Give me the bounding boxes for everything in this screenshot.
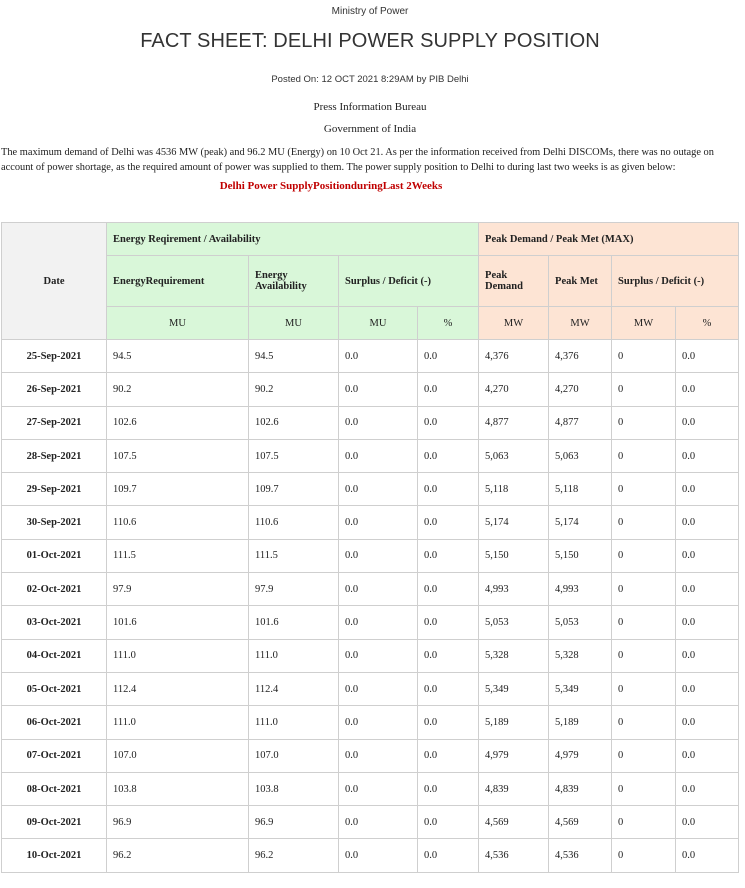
unit-header: MU	[249, 307, 339, 340]
value-cell: 111.0	[107, 639, 249, 672]
date-cell: 25-Sep-2021	[2, 340, 107, 373]
value-cell: 0	[612, 806, 676, 839]
value-cell: 0.0	[676, 706, 739, 739]
value-cell: 4,376	[549, 340, 612, 373]
table-row	[2, 706, 739, 739]
table-row	[2, 473, 739, 506]
value-cell: 111.0	[107, 706, 249, 739]
value-cell: 0.0	[676, 506, 739, 539]
value-cell: 0.0	[418, 672, 479, 705]
value-cell: 0.0	[418, 806, 479, 839]
value-cell: 97.9	[249, 573, 339, 606]
table-row	[2, 573, 739, 606]
value-cell: 0.0	[676, 439, 739, 472]
value-cell: 96.2	[249, 839, 339, 872]
table-row	[2, 506, 739, 539]
value-cell: 5,118	[549, 473, 612, 506]
value-cell: 0.0	[676, 373, 739, 406]
value-cell: 4,839	[479, 772, 549, 805]
table-body	[2, 340, 739, 873]
value-cell: 0.0	[676, 473, 739, 506]
value-cell: 5,118	[479, 473, 549, 506]
value-cell: 0.0	[418, 706, 479, 739]
value-cell: 0	[612, 706, 676, 739]
value-cell: 107.0	[107, 739, 249, 772]
value-cell: 0	[612, 573, 676, 606]
value-cell: 0.0	[339, 806, 418, 839]
unit-header: MU	[339, 307, 418, 340]
value-cell: 111.0	[249, 706, 339, 739]
table-row	[2, 340, 739, 373]
value-cell: 111.0	[249, 639, 339, 672]
value-cell: 107.5	[107, 439, 249, 472]
value-cell: 112.4	[249, 672, 339, 705]
value-cell: 4,993	[479, 573, 549, 606]
value-cell: 0.0	[339, 340, 418, 373]
value-cell: 5,189	[549, 706, 612, 739]
date-cell: 06-Oct-2021	[2, 706, 107, 739]
value-cell: 109.7	[107, 473, 249, 506]
table-row	[2, 772, 739, 805]
value-cell: 0.0	[676, 406, 739, 439]
value-cell: 0.0	[418, 772, 479, 805]
value-cell: 0.0	[339, 672, 418, 705]
posted-on: Posted On: 12 OCT 2021 8:29AM by PIB Delhi	[271, 74, 469, 85]
unit-header: %	[676, 307, 739, 340]
value-cell: 0.0	[339, 506, 418, 539]
value-cell: 0.0	[339, 406, 418, 439]
date-cell: 29-Sep-2021	[2, 473, 107, 506]
value-cell: 0.0	[676, 839, 739, 872]
energy-availability-header: Energy Availability	[249, 256, 339, 307]
date-cell: 02-Oct-2021	[2, 573, 107, 606]
value-cell: 96.9	[107, 806, 249, 839]
value-cell: 96.2	[107, 839, 249, 872]
value-cell: 111.5	[107, 539, 249, 572]
value-cell: 5,189	[479, 706, 549, 739]
value-cell: 0	[612, 506, 676, 539]
value-cell: 0.0	[339, 706, 418, 739]
table-row	[2, 839, 739, 872]
value-cell: 0.0	[676, 772, 739, 805]
value-cell: 0	[612, 739, 676, 772]
value-cell: 0	[612, 839, 676, 872]
value-cell: 0.0	[676, 573, 739, 606]
power-supply-table	[1, 222, 739, 873]
value-cell: 94.5	[107, 340, 249, 373]
date-cell: 05-Oct-2021	[2, 672, 107, 705]
bureau-name: Press Information Bureau	[313, 101, 427, 113]
value-cell: 0.0	[676, 340, 739, 373]
value-cell: 0.0	[339, 639, 418, 672]
value-cell: 4,376	[479, 340, 549, 373]
value-cell: 0.0	[339, 839, 418, 872]
page-title: FACT SHEET: DELHI POWER SUPPLY POSITION	[140, 30, 600, 52]
value-cell: 0.0	[339, 772, 418, 805]
value-cell: 109.7	[249, 473, 339, 506]
value-cell: 0.0	[339, 573, 418, 606]
value-cell: 0	[612, 373, 676, 406]
value-cell: 107.0	[249, 739, 339, 772]
value-cell: 5,349	[549, 672, 612, 705]
date-cell: 03-Oct-2021	[2, 606, 107, 639]
date-cell: 28-Sep-2021	[2, 439, 107, 472]
table-row	[2, 539, 739, 572]
value-cell: 0.0	[676, 539, 739, 572]
unit-header: %	[418, 307, 479, 340]
value-cell: 0.0	[676, 606, 739, 639]
value-cell: 5,150	[549, 539, 612, 572]
value-cell: 0.0	[339, 539, 418, 572]
ministry-name: Ministry of Power	[331, 6, 409, 17]
date-cell: 30-Sep-2021	[2, 506, 107, 539]
value-cell: 101.6	[249, 606, 339, 639]
value-cell: 90.2	[107, 373, 249, 406]
date-cell: 01-Oct-2021	[2, 539, 107, 572]
value-cell: 5,053	[549, 606, 612, 639]
value-cell: 5,328	[479, 639, 549, 672]
value-cell: 0.0	[676, 639, 739, 672]
date-cell: 27-Sep-2021	[2, 406, 107, 439]
value-cell: 4,839	[549, 772, 612, 805]
value-cell: 5,063	[549, 439, 612, 472]
value-cell: 4,877	[549, 406, 612, 439]
government-name: Government of India	[323, 123, 417, 135]
date-header: Date	[2, 223, 107, 340]
value-cell: 0	[612, 340, 676, 373]
peak-group-header: Peak Demand / Peak Met (MAX)	[479, 223, 739, 256]
value-cell: 4,993	[549, 573, 612, 606]
unit-header: MU	[107, 307, 249, 340]
table-title: Delhi Power SupplyPositionduringLast 2Weeks	[219, 180, 443, 192]
table-row	[2, 672, 739, 705]
value-cell: 0.0	[418, 406, 479, 439]
date-cell: 26-Sep-2021	[2, 373, 107, 406]
value-cell: 0.0	[418, 606, 479, 639]
value-cell: 103.8	[107, 772, 249, 805]
value-cell: 0.0	[339, 439, 418, 472]
value-cell: 111.5	[249, 539, 339, 572]
value-cell: 4,569	[479, 806, 549, 839]
value-cell: 5,349	[479, 672, 549, 705]
value-cell: 0	[612, 473, 676, 506]
value-cell: 90.2	[249, 373, 339, 406]
table-row	[2, 739, 739, 772]
energy-requirement-header: EnergyRequirement	[107, 256, 249, 307]
table-row	[2, 639, 739, 672]
value-cell: 4,536	[479, 839, 549, 872]
value-cell: 5,174	[549, 506, 612, 539]
value-cell: 0	[612, 606, 676, 639]
summary-paragraph: The maximum demand of Delhi was 4536 MW (peak) and 96.2 MU (Energy) on 10 Oct 21. As per the information received from Delhi DISCOMs, there was no outage on account of power shortage, as the required amount of power was supplied to them. The power supply position to Delhi to during last two weeks is as given below:	[1, 147, 714, 173]
value-cell: 0.0	[418, 573, 479, 606]
value-cell: 0.0	[339, 606, 418, 639]
date-cell: 10-Oct-2021	[2, 839, 107, 872]
unit-header: MW	[612, 307, 676, 340]
value-cell: 4,877	[479, 406, 549, 439]
value-cell: 0	[612, 439, 676, 472]
unit-header: MW	[479, 307, 549, 340]
value-cell: 4,569	[549, 806, 612, 839]
value-cell: 0.0	[339, 473, 418, 506]
date-cell: 09-Oct-2021	[2, 806, 107, 839]
value-cell: 103.8	[249, 772, 339, 805]
value-cell: 0.0	[418, 506, 479, 539]
peak-met-header: Peak Met	[549, 256, 612, 307]
value-cell: 0.0	[339, 739, 418, 772]
value-cell: 5,150	[479, 539, 549, 572]
value-cell: 0	[612, 406, 676, 439]
table-row	[2, 373, 739, 406]
value-cell: 0	[612, 672, 676, 705]
value-cell: 0.0	[418, 739, 479, 772]
value-cell: 107.5	[249, 439, 339, 472]
value-cell: 102.6	[107, 406, 249, 439]
value-cell: 0.0	[418, 539, 479, 572]
value-cell: 0.0	[418, 639, 479, 672]
value-cell: 102.6	[249, 406, 339, 439]
value-cell: 0.0	[418, 373, 479, 406]
value-cell: 5,063	[479, 439, 549, 472]
value-cell: 0.0	[339, 373, 418, 406]
peak-demand-header: Peak Demand	[479, 256, 549, 307]
peak-surplus-header: Surplus / Deficit (-)	[612, 256, 739, 307]
value-cell: 97.9	[107, 573, 249, 606]
table-row	[2, 439, 739, 472]
table-row	[2, 606, 739, 639]
value-cell: 0.0	[418, 473, 479, 506]
value-cell: 0	[612, 639, 676, 672]
date-cell: 04-Oct-2021	[2, 639, 107, 672]
value-cell: 5,328	[549, 639, 612, 672]
value-cell: 5,174	[479, 506, 549, 539]
value-cell: 110.6	[107, 506, 249, 539]
date-cell: 08-Oct-2021	[2, 772, 107, 805]
value-cell: 4,979	[479, 739, 549, 772]
value-cell: 5,053	[479, 606, 549, 639]
value-cell: 0.0	[418, 839, 479, 872]
value-cell: 96.9	[249, 806, 339, 839]
value-cell: 4,979	[549, 739, 612, 772]
value-cell: 94.5	[249, 340, 339, 373]
energy-group-header: Energy Reqirement / Availability	[107, 223, 479, 256]
value-cell: 101.6	[107, 606, 249, 639]
value-cell: 0.0	[418, 439, 479, 472]
value-cell: 0.0	[676, 806, 739, 839]
unit-header: MW	[549, 307, 612, 340]
value-cell: 110.6	[249, 506, 339, 539]
value-cell: 112.4	[107, 672, 249, 705]
value-cell: 0	[612, 539, 676, 572]
value-cell: 0	[612, 772, 676, 805]
date-cell: 07-Oct-2021	[2, 739, 107, 772]
table-row	[2, 806, 739, 839]
value-cell: 0.0	[676, 739, 739, 772]
value-cell: 4,270	[479, 373, 549, 406]
value-cell: 4,270	[549, 373, 612, 406]
table-row	[2, 406, 739, 439]
energy-surplus-header: Surplus / Deficit (-)	[339, 256, 479, 307]
value-cell: 0.0	[418, 340, 479, 373]
value-cell: 0.0	[676, 672, 739, 705]
value-cell: 4,536	[549, 839, 612, 872]
